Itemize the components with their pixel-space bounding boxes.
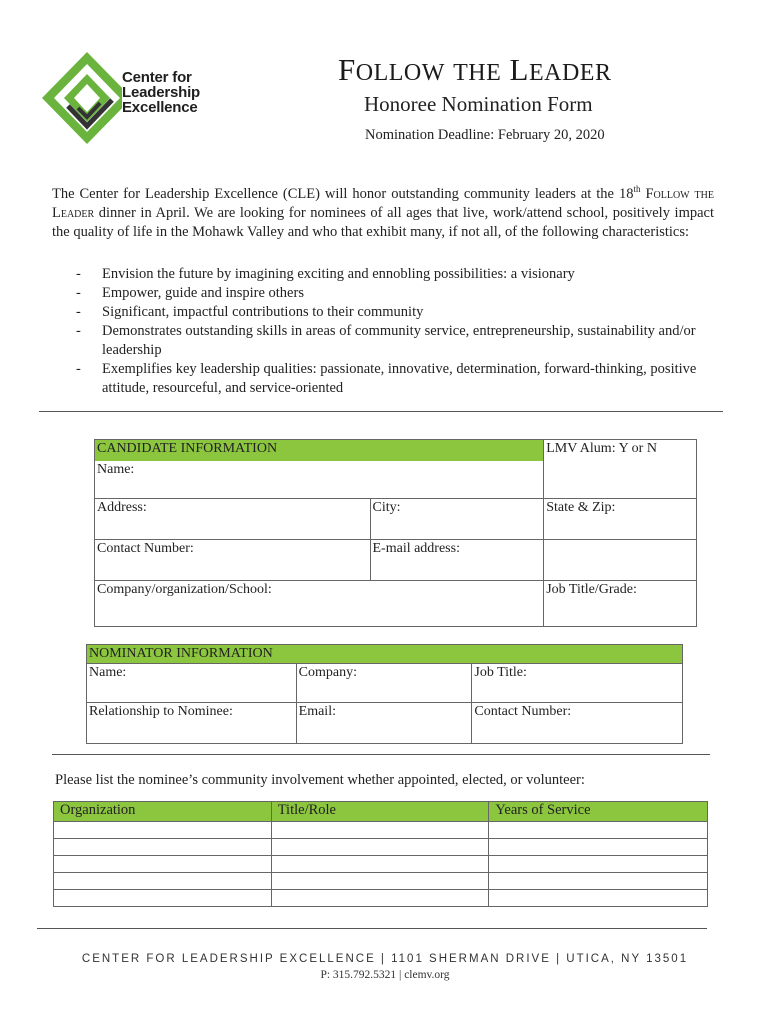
logo-line-1: Center for [122,69,192,86]
nomination-deadline: Nomination Deadline: February 20, 2020 [365,127,605,143]
list-item: - Envision the future by imagining exciting and ennobling possibilities: a visionary [76,266,575,282]
logo-line-2: Leadership [122,84,201,101]
table-row [54,873,708,890]
cle-logo [42,50,232,150]
nominator-info-table [86,644,683,744]
table-cell[interactable] [271,873,489,890]
lmv-alum-field[interactable]: LMV Alum: Y or N [544,440,697,499]
column-header-organization: Organization [54,802,272,822]
form-subtitle: Honoree Nomination Form [364,92,593,116]
table-cell[interactable] [54,890,272,907]
nominator-header: NOMINATOR INFORMATION [87,645,683,664]
column-header-title-role: Title/Role [271,802,489,822]
table-cell[interactable] [271,856,489,873]
candidate-header: CANDIDATE INFORMATION [95,440,544,461]
nominator-job-field[interactable]: Job Title: [472,664,683,703]
candidate-contact-field[interactable]: Contact Number: [95,540,371,581]
table-cell[interactable] [271,890,489,907]
table-cell[interactable] [489,856,708,873]
divider [37,928,707,929]
table-row [54,839,708,856]
candidate-email-field[interactable]: E-mail address: [370,540,544,581]
table-cell[interactable] [489,890,708,907]
characteristics-list [72,265,712,398]
table-cell[interactable] [271,822,489,839]
intro-paragraph: The Center for Leadership Excellence (CLE) will honor outstanding community leaders at the 18th Follow the Leader dinner in April. We are looking for nominees of all ages that live, work/attend school, positively impact the quality of life in the Mohawk Valley and who that exhibit many, if not all, of the following characteristics: [52,184,714,240]
table-cell[interactable] [489,873,708,890]
candidate-company-field[interactable]: Company/organization/School: [95,581,544,627]
table-cell[interactable] [54,873,272,890]
nominator-name-field[interactable]: Name: [87,664,297,703]
table-row [54,822,708,839]
nominator-relationship-field[interactable]: Relationship to Nominee: [87,703,297,744]
footer-contact: P: 315.792.5321 | clemv.org [320,969,450,981]
table-cell[interactable] [489,839,708,856]
nominator-email-field[interactable]: Email: [296,703,472,744]
involvement-table [53,801,708,907]
table-cell[interactable] [54,822,272,839]
table-cell[interactable] [489,822,708,839]
candidate-state-zip-field[interactable]: State & Zip: [544,499,697,540]
page-title: FOLLOW THE LEADER [338,52,612,87]
table-cell[interactable] [54,839,272,856]
logo-line-3: Excellence [122,99,198,116]
footer-address: CENTER FOR LEADERSHIP EXCELLENCE | 1101 SHERMAN DRIVE | UTICA, NY 13501 [81,953,689,965]
nominator-company-field[interactable]: Company: [296,664,472,703]
candidate-address-field[interactable]: Address: [95,499,371,540]
divider [39,411,723,412]
list-item: - Demonstrates outstanding skills in areas of community service, entrepreneurship, sustainability and/or leadership [76,323,696,358]
candidate-name-field[interactable]: Name: [95,461,544,499]
list-item: - Exemplifies key leadership qualities: passionate, innovative, determination, forward-thinking, positive attitude, resourceful, and service-oriented [76,361,697,396]
nominator-contact-field[interactable]: Contact Number: [472,703,683,744]
table-row [54,856,708,873]
candidate-blank-field[interactable] [544,540,697,581]
candidate-info-table [94,439,697,627]
involvement-intro: Please list the nominee’s community involvement whether appointed, elected, or volunteer: [55,772,585,788]
divider [52,754,710,755]
table-cell[interactable] [54,856,272,873]
candidate-job-field[interactable]: Job Title/Grade: [544,581,697,627]
list-item: - Empower, guide and inspire others [76,285,304,301]
table-cell[interactable] [271,839,489,856]
table-row [54,890,708,907]
list-item: - Significant, impactful contributions to their community [76,304,424,320]
logo-text [122,70,200,115]
candidate-city-field[interactable]: City: [370,499,544,540]
logo-diamond-icon [42,50,122,150]
column-header-years-of-service: Years of Service [489,802,708,822]
